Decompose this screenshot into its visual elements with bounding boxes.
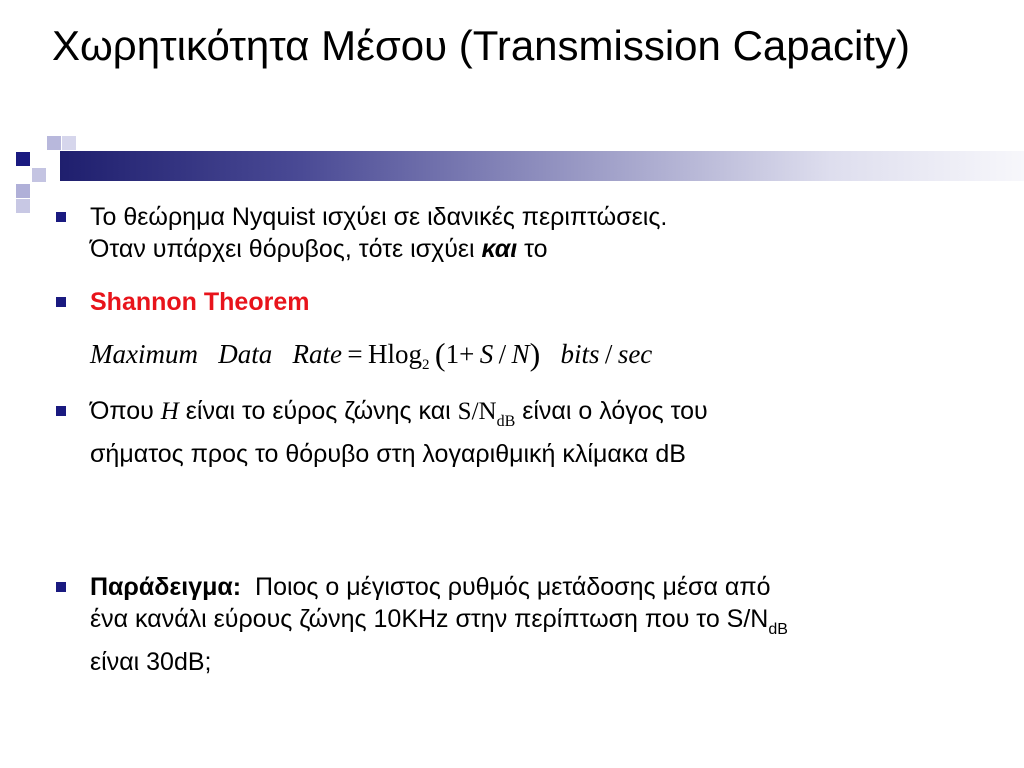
where-line2: σήματος προς το θόρυβο στη λογαριθμική κλίμακα dB (90, 440, 686, 468)
formula-bits: bits (560, 339, 600, 369)
bullet-marker (56, 297, 66, 307)
shannon-formula (90, 336, 652, 374)
nyquist-line1: Το θεώρημα Nyquist ισχύει σε ιδανικές περιπτώσεις. (90, 203, 668, 231)
formula-s: S (479, 339, 494, 369)
example-line2: ένα κανάλι εύρους ζώνης 10KHz στην περίπτωση που το $S/N_{dB}$ (90, 605, 788, 638)
symbol-sn-sub: dB (496, 413, 516, 430)
bullet-marker (56, 406, 66, 416)
formula-n: N (511, 339, 530, 369)
formula-data: Data (218, 339, 273, 369)
formula-close-paren: ) (529, 336, 541, 372)
formula-open-paren: ( (434, 336, 446, 372)
shannon-theorem-label: Shannon Theorem (90, 288, 310, 316)
example-line1: Παράδειγμα: Ποιος ο μέγιστος ρυθμός μετάδοσης μέσα από (90, 573, 771, 601)
symbol-h: H (160, 398, 179, 425)
example-line3: είναι 30dB; (90, 648, 212, 676)
nyquist-line2: Όταν υπάρχει θόρυβος, τότε ισχύει και το (90, 235, 548, 263)
bullet-marker (56, 582, 66, 592)
bullet-marker (56, 212, 66, 222)
formula-maximum: Maximum (90, 339, 198, 369)
formula-sec: sec (617, 339, 653, 369)
formula-slash: / (498, 339, 507, 369)
formula-one: 1 (445, 339, 460, 369)
bullet-example (90, 571, 970, 678)
bullet-nyquist (90, 201, 970, 265)
formula-hlog: Hlog (368, 339, 423, 369)
formula-units-slash: / (604, 339, 613, 369)
bullet-where (90, 395, 970, 470)
formula-plus: + (459, 339, 475, 369)
example-sn-sub: dB (768, 621, 788, 638)
formula-equals: = (347, 339, 363, 369)
slide-title: Χωρητικότητα Μέσου (Transmission Capacity) (52, 22, 910, 69)
emphasis-kai: και (481, 235, 518, 263)
formula-rate: Rate (292, 339, 342, 369)
where-line1: Όπου H είναι το εύρος ζώνης και $S/N_{dB}$ είναι ο λόγος του (90, 397, 708, 430)
example-label: Παράδειγμα: (90, 573, 242, 601)
symbol-sn: S/N (457, 398, 497, 425)
formula-log-base: 2 (422, 357, 430, 373)
title-divider-bar (60, 151, 1024, 181)
